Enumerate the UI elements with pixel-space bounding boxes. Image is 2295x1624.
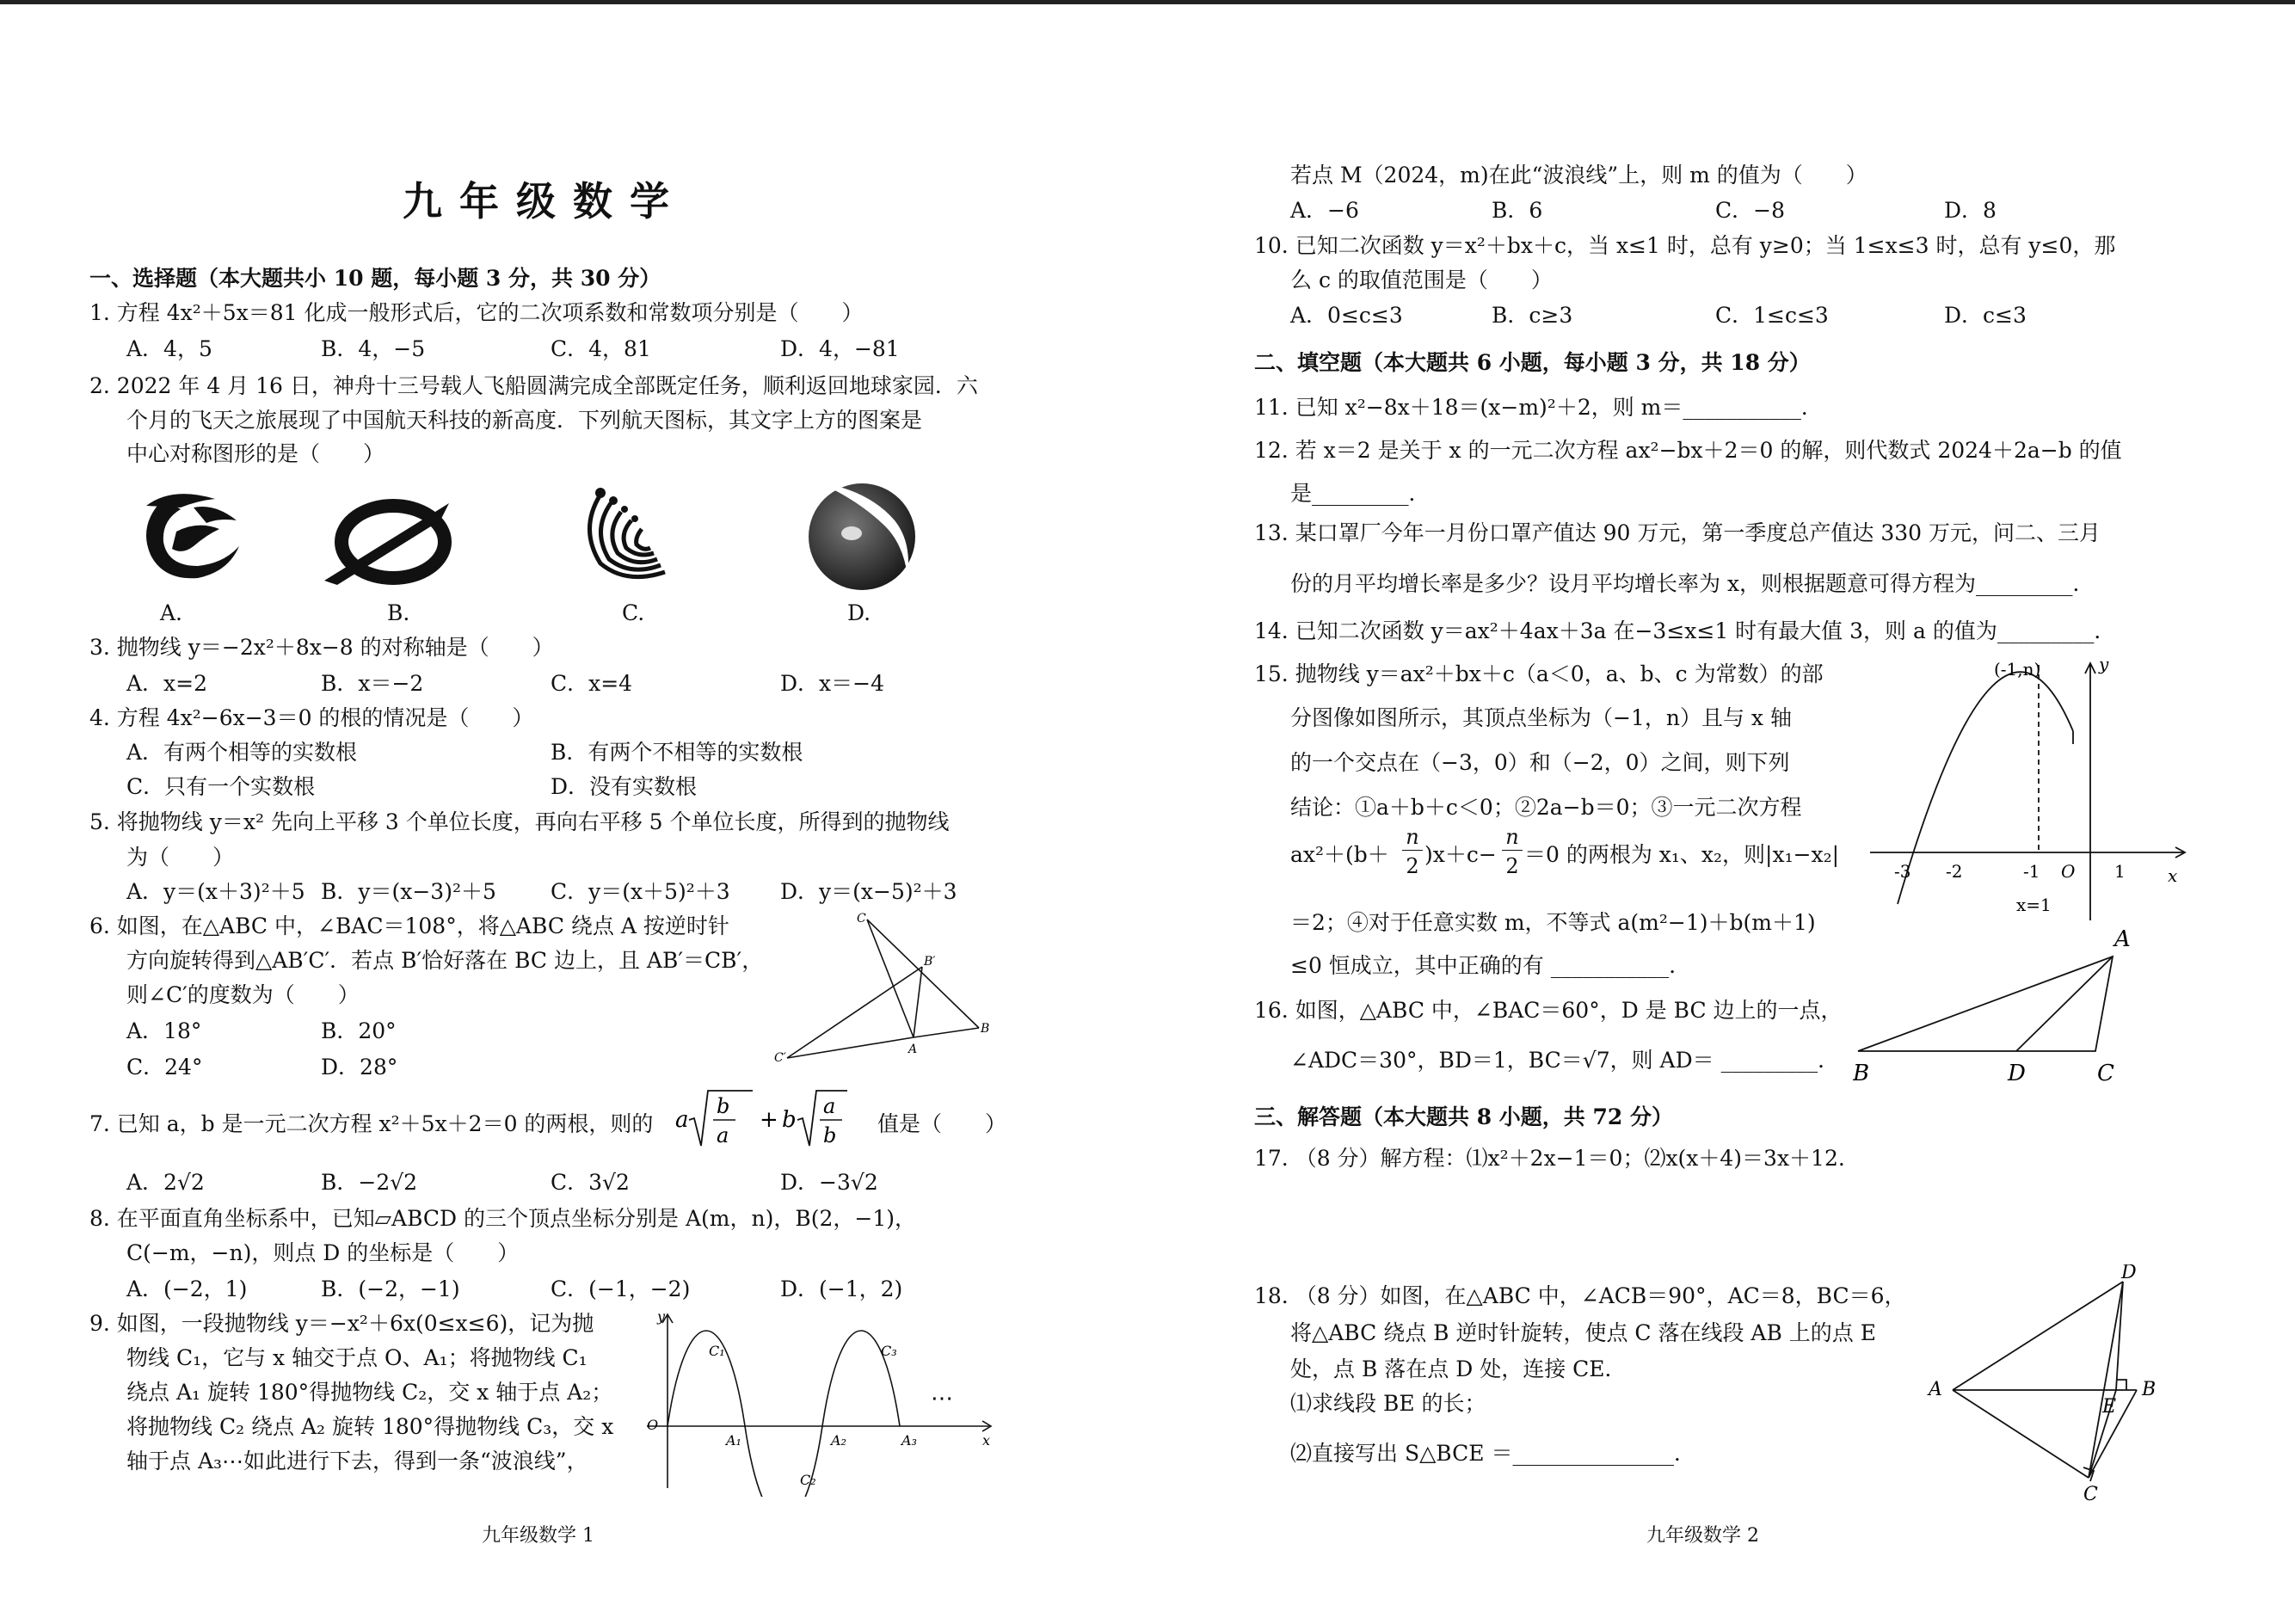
q5-option-d: D．y＝(x−5)²＋3 (780, 879, 957, 904)
q15-line2: 分图像如图所示，其顶点坐标为（−1，n）且与 x 轴 (1290, 705, 1792, 730)
fig9-label-o: O (647, 1417, 659, 1433)
q1-option-c: C．4，81 (551, 336, 651, 361)
fig15-tick-neg3: -3 (1894, 861, 1911, 882)
q4-option-b: B．有两个不相等的实数根 (551, 740, 803, 765)
q5-line2: 为（ ） (126, 845, 235, 870)
q6-option-b: B．20° (321, 1018, 397, 1043)
fig16-label-c: C (2097, 1061, 2114, 1086)
svg-text:a: a (717, 1123, 729, 1147)
q9-wave-figure (637, 1307, 998, 1497)
fig9-label-y: y (657, 1308, 666, 1325)
q10-option-b: B．c≥3 (1492, 303, 1573, 328)
q9-line4: 将抛物线 C₂ 绕点 A₂ 旋转 180°得抛物线 C₃，交 x (126, 1414, 614, 1439)
q1-option-b: B．4，−5 (321, 336, 426, 361)
fig6-label-c-prime: C′ (774, 1051, 786, 1065)
fig15-vertex-label: (-1,n) (1994, 659, 2041, 680)
q3-option-c: C．x=4 (551, 671, 633, 696)
q8-option-a: A．(−2，1) (126, 1276, 248, 1301)
q10-line2: 么 c 的取值范围是（ ） (1290, 268, 1553, 292)
q2-line1: 2. 2022 年 4 月 16 日，神舟十三号载人飞船圆满完成全部既定任务，顺利返回地球家园．六 (89, 373, 978, 398)
q6-option-d: D．28° (321, 1055, 398, 1080)
q15-line6: ＝2；④对于任意实数 m，不等式 a(m²−1)＋b(m＋1) (1290, 910, 1816, 935)
logo-c-icon (575, 477, 686, 589)
fig18-label-e: E (2102, 1396, 2117, 1418)
q5-option-a: A．y＝(x＋3)²＋5 (126, 879, 305, 904)
q7-option-c: C．3√2 (551, 1170, 630, 1195)
page-2-footer: 九年级数学 2 (1646, 1525, 1759, 1547)
fig15-tick-neg2: -2 (1946, 861, 1963, 882)
fig9-label-c3: C₃ (881, 1343, 897, 1359)
q15-line7: ≤0 恒成立，其中正确的有 ___________． (1290, 953, 1691, 978)
q2-option-d: D. (847, 600, 871, 625)
q2-line3: 中心对称图形的是（ ） (126, 441, 385, 466)
q18-triangle-figure (1922, 1264, 2197, 1505)
q7-radical-expression (675, 1086, 873, 1154)
fig9-label-c1: C₁ (709, 1343, 725, 1359)
q4: 4. 方程 4x²−6x−3＝0 的根的情况是（ ） (89, 705, 534, 730)
fig6-label-b-prime: B′ (924, 955, 936, 969)
logo-b-icon (320, 495, 458, 589)
q13-line1: 13. 某口罩厂今年一月份口罩产值达 90 万元，第一季度总产值达 330 万元，问二、三月 (1254, 520, 2101, 545)
q15-frac1-den: 2 (1406, 854, 1419, 878)
q3-option-a: A．x=2 (126, 671, 208, 696)
fig15-tick-neg1: -1 (2023, 861, 2040, 882)
q3: 3. 抛物线 y＝−2x²＋8x−8 的对称轴是（ ） (89, 635, 554, 660)
q6-option-a: A．18° (126, 1018, 202, 1043)
q8-option-b: B．(−2，−1) (321, 1276, 460, 1301)
page-2 (1148, 0, 2295, 1624)
q15-frac2-num: n (1502, 824, 1523, 851)
section-answer: 三、解答题（本大题共 8 小题，共 72 分） (1254, 1104, 1674, 1129)
q9-line1: 9. 如图，一段抛物线 y＝−x²＋6x(0≤x≤6)，记为抛 (89, 1311, 594, 1336)
q15-frac2-den: 2 (1505, 854, 1519, 878)
q12-line2: 是_________． (1290, 481, 1431, 506)
q9-line3: 绕点 A₁ 旋转 180°得抛物线 C₂，交 x 轴于点 A₂； (126, 1380, 613, 1405)
q9-option-b: B．6 (1492, 198, 1543, 223)
q7-option-a: A．2√2 (126, 1170, 205, 1195)
q8-option-d: D．(−1，2) (780, 1276, 903, 1301)
q15-line5-part1: ax²＋(b＋ (1290, 842, 1389, 867)
q10-line1: 10. 已知二次函数 y＝x²＋bx＋c，当 x≤1 时，总有 y≥0；当 1≤x≤3 时，总有 y≤0，那 (1254, 233, 2116, 258)
q18-line3: 处，点 B 落在点 D 处，连接 CE． (1290, 1356, 1627, 1381)
fig15-origin: O (2061, 861, 2076, 882)
q18-line4: ⑴求线段 BE 的长； (1290, 1391, 1486, 1416)
q4-option-d: D．没有实数根 (551, 774, 698, 799)
q16-line1: 16. 如图，△ABC 中，∠BAC＝60°，D 是 BC 边上的一点， (1254, 998, 1843, 1023)
q7-suffix: 值是（ ） (877, 1111, 1007, 1136)
q9-line5: 轴于点 A₃⋯如此进行下去，得到一条“波浪线”， (126, 1449, 588, 1473)
q18-line2: 将△ABC 绕点 B 逆时针旋转，使点 C 落在线段 AB 上的点 E (1290, 1320, 1876, 1345)
q1-option-a: A．4，5 (126, 336, 212, 361)
q5-line1: 5. 将抛物线 y＝x² 先向上平移 3 个单位长度，再向右平移 5 个单位长度，所得到的抛物线 (89, 809, 950, 834)
fig15-x-label: x (2168, 865, 2178, 886)
q15-line3: 的一个交点在（−3，0）和（−2，0）之间，则下列 (1290, 750, 1790, 775)
q6-line2: 方向旋转得到△AB′C′．若点 B′恰好落在 BC 边上，且 AB′＝CB′， (126, 948, 764, 973)
svg-text:b: b (782, 1107, 797, 1133)
q8-option-c: C．(−1，−2) (551, 1276, 691, 1301)
fig9-label-c2: C₂ (800, 1472, 816, 1488)
q18-line1: 18. （8 分）如图，在△ABC 中，∠ACB＝90°，AC＝8，BC＝6， (1254, 1283, 1906, 1308)
q1: 1. 方程 4x²＋5x＝81 化成一般形式后，它的二次项系数和常数项分别是（ ） (89, 300, 864, 325)
q10-option-c: C．1≤c≤3 (1715, 303, 1829, 328)
q15-line5-part2: )x＋c− (1424, 842, 1497, 867)
q3-option-d: D．x＝−4 (780, 671, 884, 696)
fig15-axis-label: x=1 (2016, 895, 2052, 915)
fig9-label-a2: A₂ (831, 1432, 846, 1449)
section-choice: 一、选择题（本大题共小 10 题，每小题 3 分，共 30 分） (89, 266, 661, 291)
q7-option-d: D．−3√2 (780, 1170, 878, 1195)
q1-option-d: D．4，−81 (780, 336, 900, 361)
q4-option-c: C．只有一个实数根 (126, 774, 316, 799)
q2-line2: 个月的飞天之旅展现了中国航天科技的新高度．下列航天图标，其文字上方的图案是 (126, 408, 923, 433)
fig6-label-a: A (908, 1043, 918, 1056)
q9-option-d: D．8 (1944, 198, 1997, 223)
fig18-label-a: A (1929, 1379, 1942, 1400)
q4-option-a: A．有两个相等的实数根 (126, 740, 358, 765)
q18-line5: ⑵直接写出 S△BCE ＝_______________． (1290, 1441, 1695, 1466)
section-fill: 二、填空题（本大题共 6 小题，每小题 3 分，共 18 分） (1254, 350, 1811, 375)
q16-triangle-figure (1853, 920, 2214, 1092)
fig15-tick-1: 1 (2114, 861, 2126, 882)
svg-text:a: a (823, 1094, 836, 1118)
fig9-label-x: x (982, 1432, 991, 1449)
logo-a-icon (129, 482, 249, 594)
q15-line1: 15. 抛物线 y＝ax²＋bx＋c（a＜0，a、b、c 为常数）的部 (1254, 661, 1824, 686)
q15-line4: 结论：①a＋b＋c＜0；②2a−b＝0；③一元二次方程 (1290, 795, 1802, 820)
fig18-label-b: B (2142, 1379, 2157, 1400)
q9-line2: 物线 C₁，它与 x 轴交于点 O、A₁；将抛物线 C₁ (126, 1345, 588, 1370)
q5-option-c: C．y＝(x＋5)²＋3 (551, 879, 730, 904)
fig6-label-b: B (981, 1022, 990, 1036)
q10-option-a: A．0≤c≤3 (1290, 303, 1403, 328)
fig16-label-b: B (1853, 1061, 1870, 1086)
fig6-label-c: C (857, 912, 866, 926)
q2-option-c: C. (622, 600, 645, 625)
fig9-label-a3: A₃ (901, 1432, 917, 1449)
q6-line3: 则∠C′的度数为（ ） (126, 982, 360, 1007)
q14: 14. 已知二次函数 y＝ax²＋4ax＋3a 在−3≤x≤1 时有最大值 3，则 a 的值为_________． (1254, 618, 2116, 643)
fig9-ellipsis: ⋯ (931, 1386, 953, 1412)
logo-d-icon (800, 473, 920, 594)
page-title: 九年级数学 (403, 178, 686, 225)
q7-option-b: B．−2√2 (321, 1170, 418, 1195)
q3-option-b: B．x＝−2 (321, 671, 424, 696)
svg-text:b: b (823, 1123, 837, 1147)
q10-option-d: D．c≤3 (1944, 303, 2027, 328)
q12-line1: 12. 若 x＝2 是关于 x 的一元二次方程 ax²−bx＋2＝0 的解，则代数式 2024＋2a−b 的值 (1254, 438, 2122, 463)
q13-line2: 份的月平均增长率是多少？设月平均增长率为 x，则根据题意可得方程为_________． (1290, 571, 2095, 596)
fig18-label-c: C (2083, 1484, 2098, 1505)
q9-option-c: C．−8 (1715, 198, 1785, 223)
svg-text:b: b (717, 1094, 730, 1118)
q5-option-b: B．y＝(x−3)²＋5 (321, 879, 496, 904)
q6-option-c: C．24° (126, 1055, 203, 1080)
q11: 11. 已知 x²−8x＋18＝(x−m)²＋2，则 m＝___________． (1254, 395, 1823, 420)
q8-line1: 8. 在平面直角坐标系中，已知▱ABCD 的三个顶点坐标分别是 A(m，n)，B(2，−1)， (89, 1206, 916, 1231)
q6-triangle-figure (774, 912, 998, 1067)
q15-line5-part3: ＝0 的两根为 x₁、x₂，则|x₁−x₂| (1524, 842, 1840, 867)
fig9-label-a1: A₁ (726, 1432, 741, 1449)
q9-line6: 若点 M（2024，m)在此“波浪线”上，则 m 的值为（ ） (1290, 163, 1867, 188)
fig15-y-label: y (2099, 654, 2109, 674)
q8-line2: C(−m，−n)，则点 D 的坐标是（ ） (126, 1240, 520, 1265)
svg-text:a: a (675, 1107, 689, 1133)
q6-line1: 6. 如图，在△ABC 中，∠BAC＝108°，将△ABC 绕点 A 按逆时针 (89, 914, 729, 938)
fig16-label-d: D (2008, 1061, 2026, 1086)
fig16-label-a: A (2114, 926, 2131, 952)
q9-option-a: A．−6 (1290, 198, 1359, 223)
q17: 17. （8 分）解方程：⑴x²＋2x−1＝0；⑵x(x＋4)＝3x＋12. (1254, 1146, 1845, 1171)
fig18-label-d: D (2121, 1264, 2137, 1283)
page-1-footer: 九年级数学 1 (482, 1525, 594, 1547)
q2-option-b: B. (387, 600, 410, 625)
q2-option-a: A. (160, 600, 183, 625)
q15-frac1-num: n (1402, 824, 1423, 851)
q15-parabola-graph (1861, 649, 2188, 925)
q16-line2: ∠ADC＝30°，BD＝1，BC＝√7，则 AD＝ _________． (1290, 1048, 1840, 1073)
svg-text:+: + (760, 1107, 778, 1133)
q7-prefix: 7. 已知 a，b 是一元二次方程 x²＋5x＋2＝0 的两根，则的 (89, 1111, 654, 1136)
